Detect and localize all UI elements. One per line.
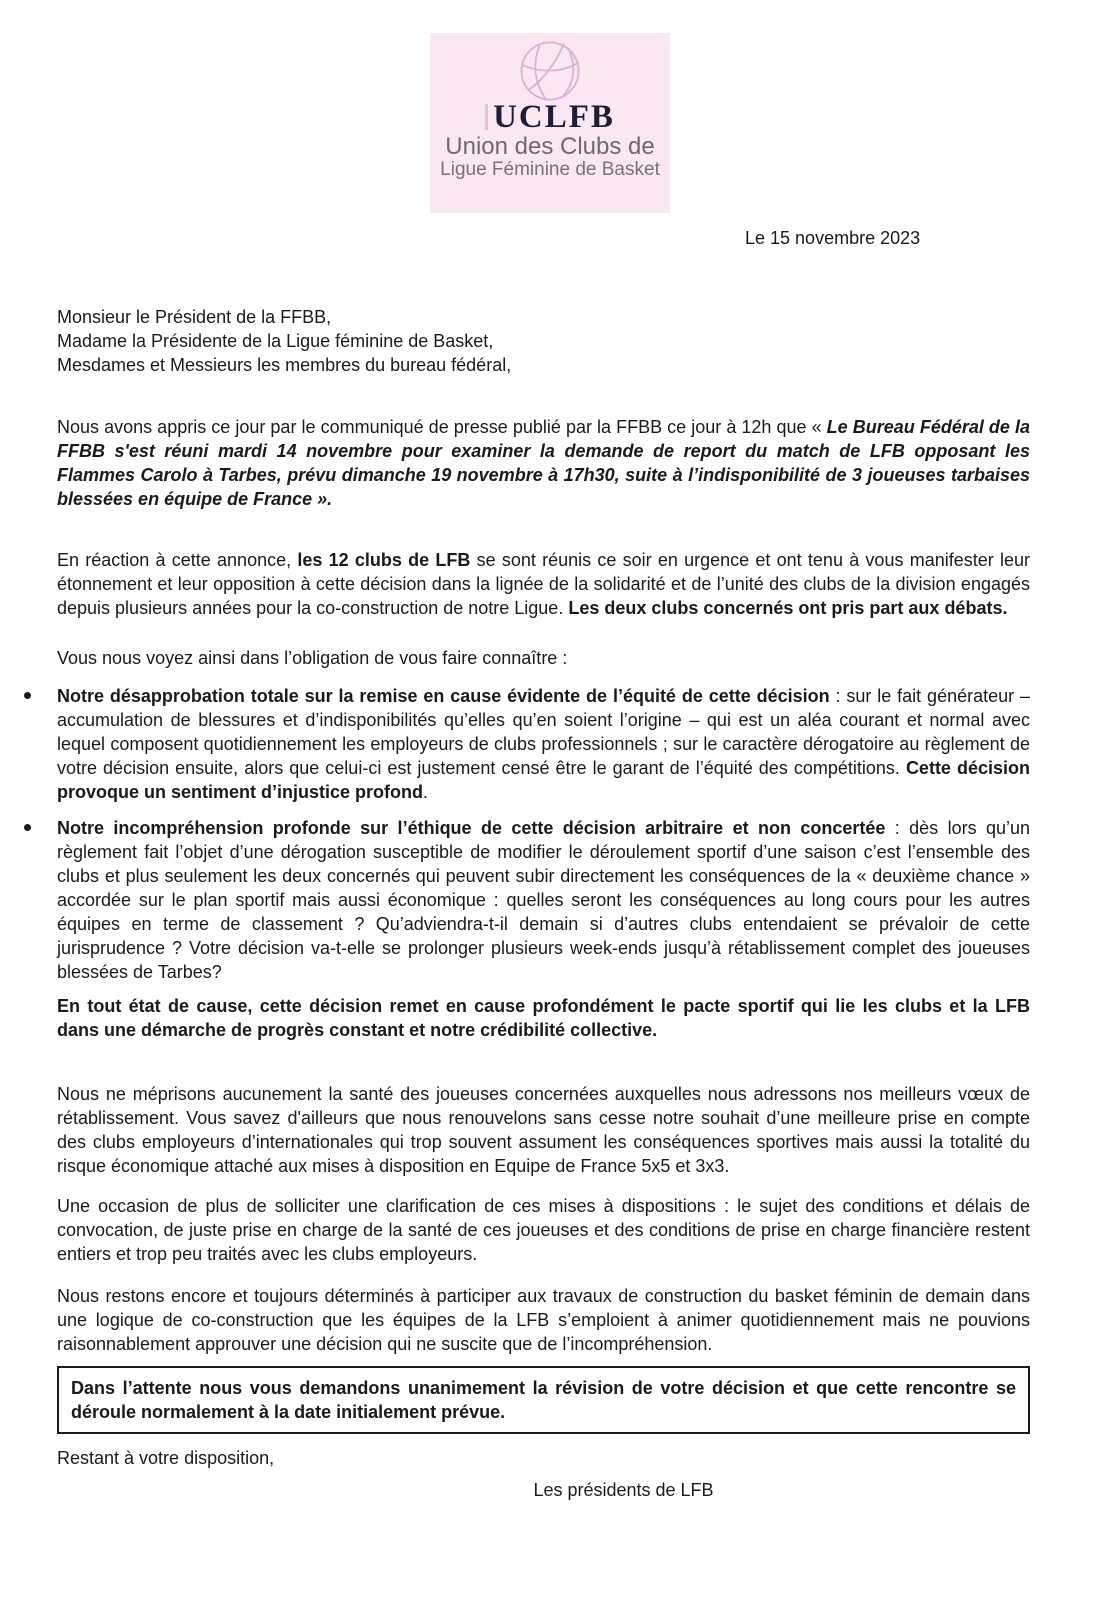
paragraph-lead-in: Vous nous voyez ainsi dans l’obligation de vous faire connaître :: [57, 648, 568, 668]
bullet-icon: [24, 824, 31, 831]
salutation-line-3: Mesdames et Messieurs les membres du bureau fédéral,: [57, 355, 512, 375]
logo-acronym-row: [430, 99, 670, 135]
paragraph-determination: Nous restons encore et toujours déterminés à participer aux travaux de construction du basket féminin de demain dans une logique de co-construction que les équipes de la LFB s’emploient à animer quotidiennement mais ne pouvions raisonnablement approuver une décision qui ne suscite que de l’incompréhension.: [57, 1286, 1030, 1354]
logo-accent-bar: [485, 104, 488, 130]
logo-org-line2: Ligue Féminine de Basket: [440, 159, 660, 180]
bullet-item-incomprehension: [57, 816, 1030, 984]
basketball-icon: [519, 40, 581, 102]
paragraph-consequence: En tout état de cause, cette décision remet en cause profondément le pacte sportif qui lie les clubs et la LFB dans une démarche de progrès constant et notre crédibilité collective.: [57, 996, 1030, 1040]
paragraph-clarification: Une occasion de plus de solliciter une clarification de ces mises à dispositions : le sujet des conditions et délais de convocation, de juste prise en charge de la santé de ces joueuses et des conditions de prise en charge financière restent entiers et trop peu traités avec les clubs employeurs.: [57, 1196, 1030, 1264]
demand-box: [57, 1366, 1030, 1434]
bullet-text-disapproval: Notre désapprobation totale sur la remise en cause évidente de l’équité de cette décision : sur le fait générateur – accumulation de blessures et d’indisponibilités qu’elles qu’en soient l’origine – qui est un aléa courant et normal avec lequel composent quotidiennement les employeurs de clubs professionnels ; sur le caractère dérogatoire au règlement de votre décision ensuite, alors que celui-ci est justement censé être le garant de l’équité des compétitions. Cette décision provoque un sentiment d’injustice profond.: [57, 686, 1031, 802]
salutation-line-2: Madame la Présidente de la Ligue féminine de Basket,: [57, 331, 494, 351]
closing-line: Restant à votre disposition,: [57, 1448, 275, 1468]
paragraph-health: Nous ne méprisons aucunement la santé des joueuses concernées auxquelles nous adressons nos meilleurs vœux de rétablissement. Vous savez d'ailleurs que nous renouvelons sans cesse notre souhait d’une meilleure prise en compte des clubs employeurs d’internationales qui trop souvent assument les conséquences sportives mais aussi la totalité du risque économique attaché aux mises à disposition en Equipe de France 5x5 et 3x3.: [57, 1084, 1030, 1176]
paragraph-demand: Dans l’attente nous vous demandons unanimement la révision de votre décision et que cette rencontre se déroule normalement à la date initialement prévue.: [71, 1378, 1016, 1422]
letter-body: [57, 305, 1030, 1502]
signature-line: Les présidents de LFB: [533, 1480, 714, 1500]
uclfb-logo: [430, 33, 670, 213]
salutation-line-1: Monsieur le Président de la FFBB,: [57, 307, 332, 327]
salutation-block: [57, 305, 1030, 377]
bullet-list: [57, 684, 1030, 984]
logo-org-line1: Union des Clubs de: [445, 133, 655, 160]
bullet-icon: [24, 692, 31, 699]
letter-date: Le 15 novembre 2023: [745, 228, 921, 248]
paragraph-intro-quote: Nous avons appris ce jour par le communiqué de presse publié par la FFBB ce jour à 12h que « Le Bureau Fédéral de la FFBB s'est réuni mardi 14 novembre pour examiner la demande de report du match de LFB opposant les Flammes Carolo à Tarbes, prévu dimanche 19 novembre à 17h30, suite à l’indisponibilité de 3 joueuses tarbaises blessées en équipe de France ».: [57, 417, 1030, 509]
bullet-item-disapproval: [57, 684, 1030, 804]
logo-acronym: UCLFB: [493, 99, 615, 135]
paragraph-reaction: En réaction à cette annonce, les 12 clubs de LFB se sont réunis ce soir en urgence et ont tenu à vous manifester leur étonnement et leur opposition à cette décision dans la lignée de la solidarité et de l’unité des clubs de la division engagés depuis plusieurs années pour la co-construction de notre Ligue. Les deux clubs concernés ont pris part aux débats.: [57, 550, 1030, 618]
bullet-text-incomprehension: Notre incompréhension profonde sur l’éthique de cette décision arbitraire et non concertée : dès lors qu’un règlement fait l’objet d’une dérogation susceptible de modifier le déroulement sportif d’une saison c’est l’ensemble des clubs et plus seulement les deux concernés qui peuvent subir directement les conséquences de la « deuxième chance » accordée sur le plan sportif mais aussi économique : quelles seront les conséquences au long cours pour les autres équipes en terme de classement ? Qu’adviendra-t-il demain si d’autres clubs entendaient se prévaloir de cette jurisprudence ? Votre décision va-t-elle se prolonger plusieurs week-ends jusqu’à rétablissement complet des joueuses blessées de Tarbes?: [57, 818, 1031, 982]
